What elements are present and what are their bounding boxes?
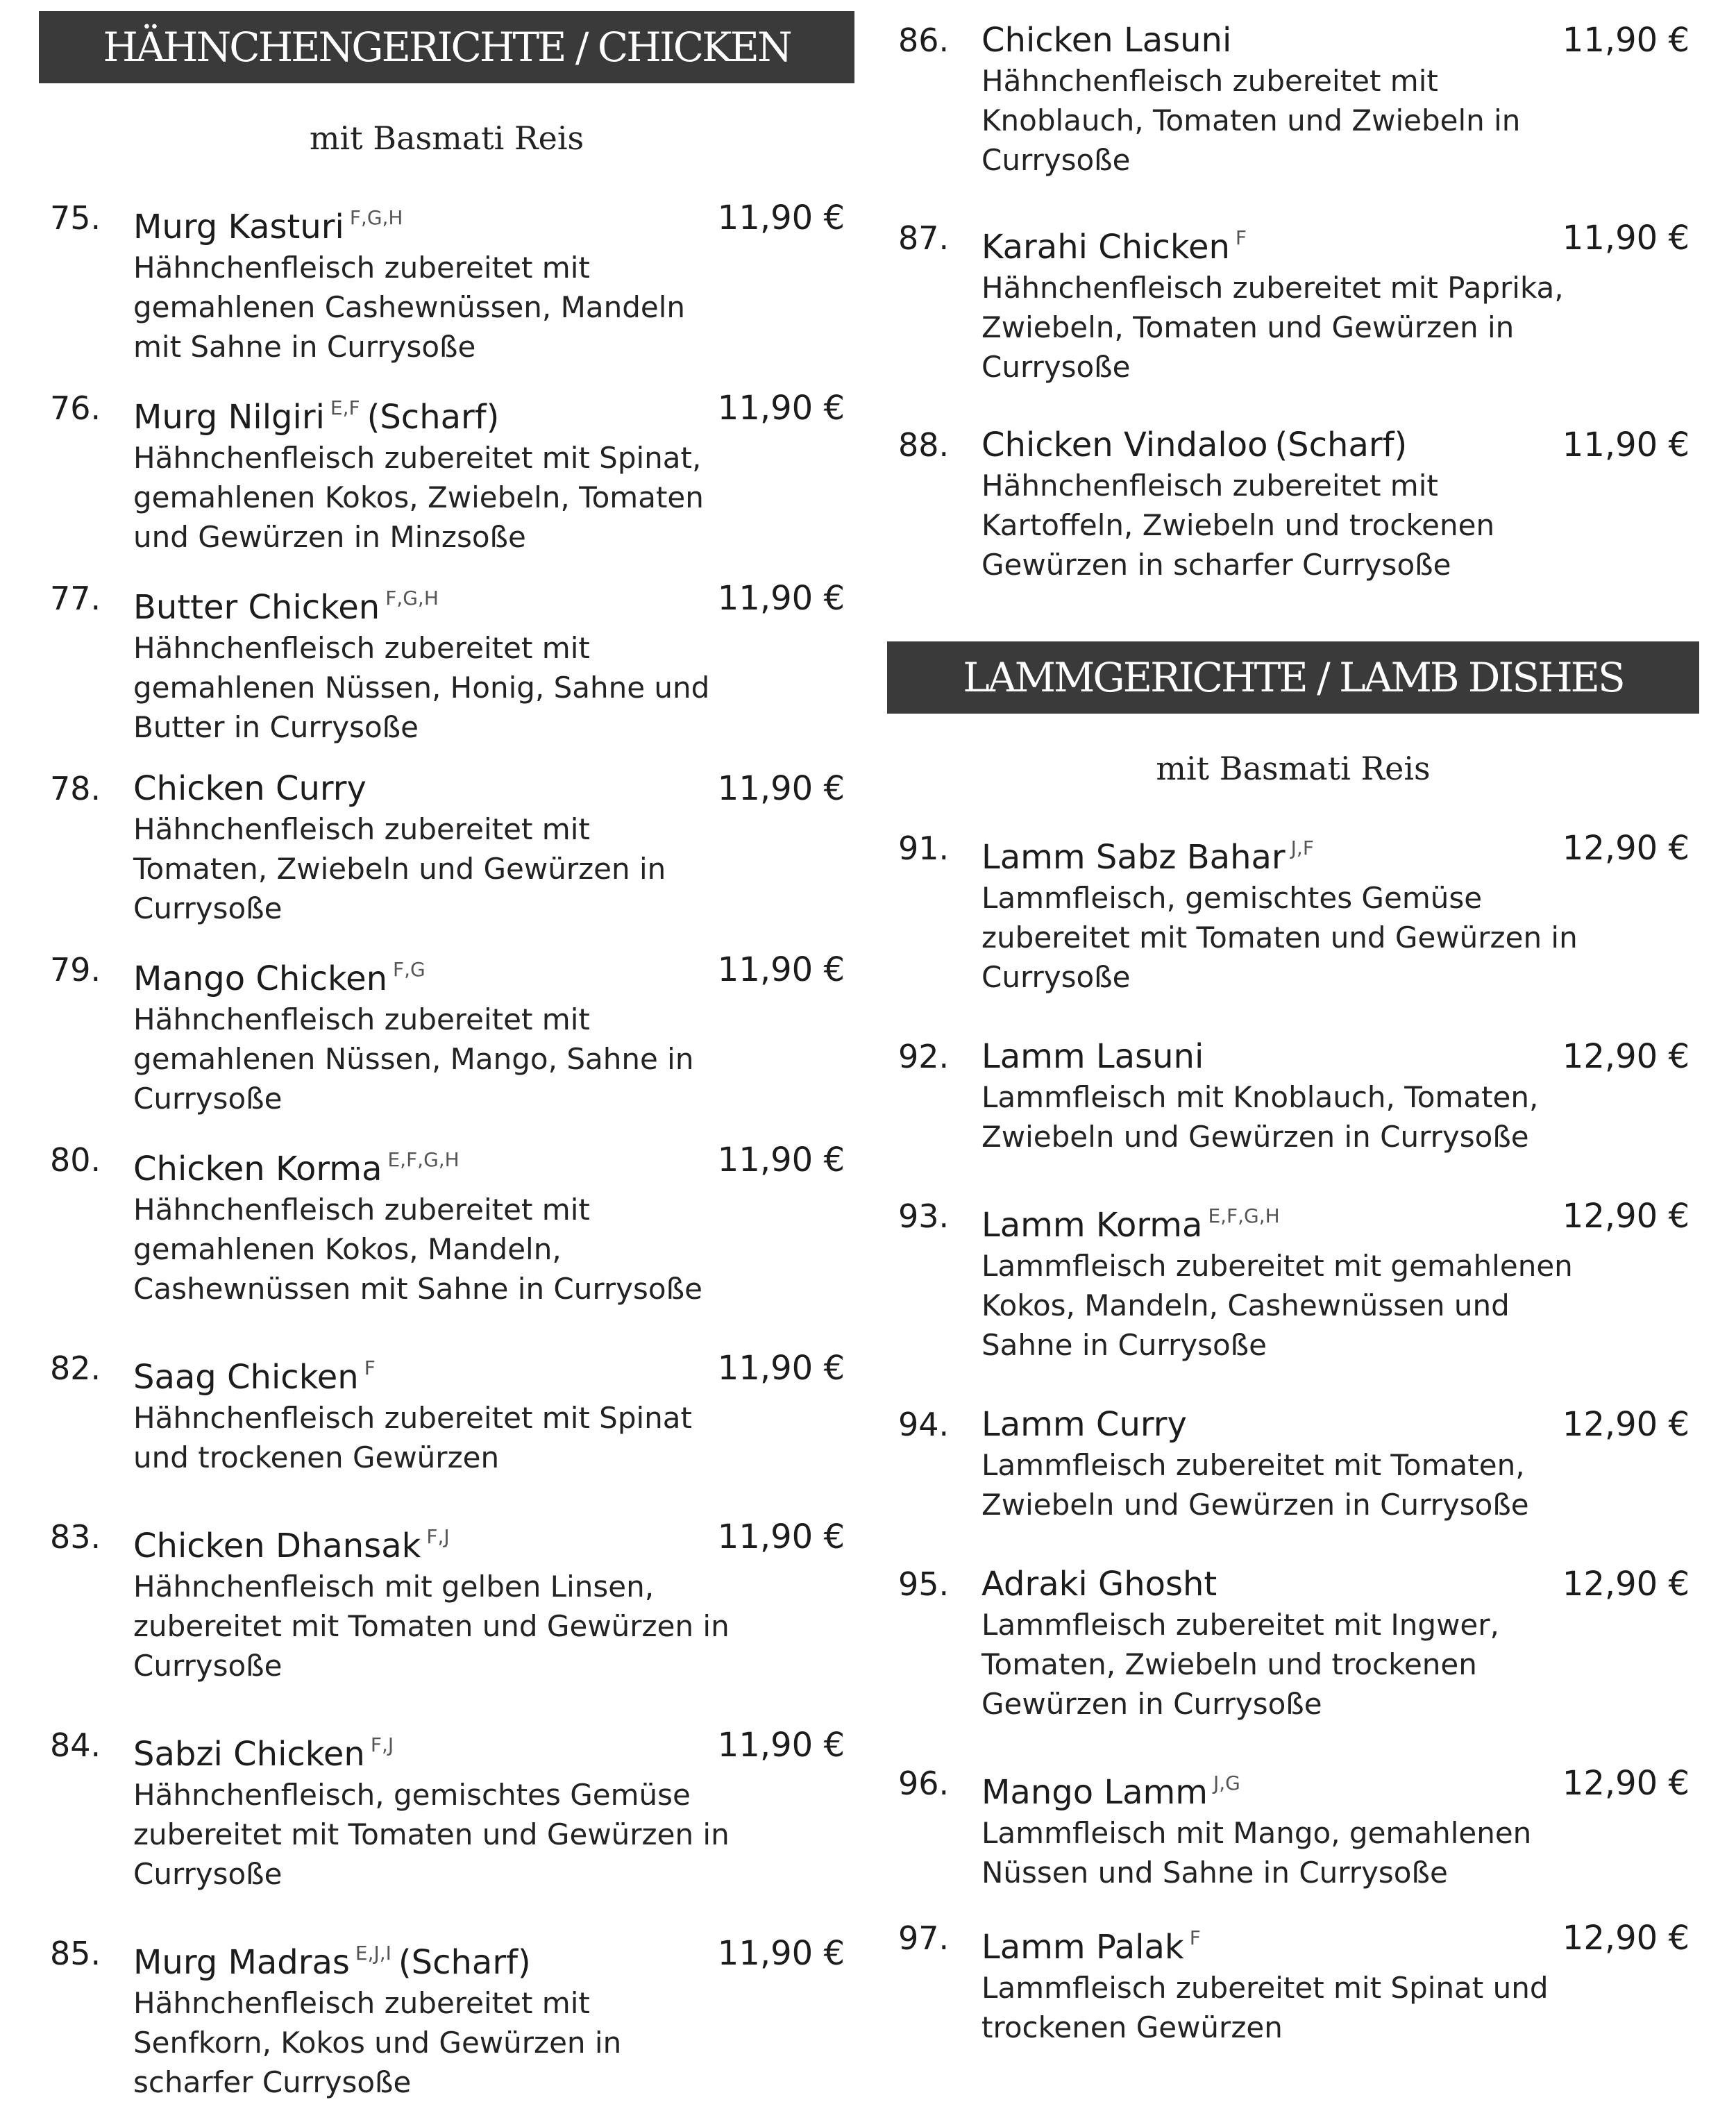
item-allergens: F (1189, 1926, 1201, 1949)
item-number: 77. (50, 580, 101, 617)
item-price: 11,90 € (717, 950, 845, 989)
item-spice-note: (Scharf) (366, 398, 500, 437)
item-number: 83. (50, 1518, 101, 1556)
menu-item (887, 1404, 1699, 1524)
item-description: Hähnchenfleisch zubereitet mit Spinat, gemahlenen Kokos, Zwiebeln, Tomaten und Gewürzen in Minzsoße (133, 441, 704, 554)
item-number: 76. (50, 389, 101, 427)
menu-item (39, 387, 854, 557)
item-description: Lammfleisch zubereitet mit gemahlenen Kokos, Mandeln, Cashewnüssen und Sahne in Currysoße (981, 1249, 1573, 1362)
item-allergens: J,F (1290, 836, 1314, 859)
item-number: 84. (50, 1726, 101, 1764)
menu-item (39, 1516, 854, 1685)
item-price: 11,90 € (717, 579, 845, 618)
item-name: Chicken Vindaloo (981, 426, 1268, 464)
item-price: 11,90 € (717, 1517, 845, 1556)
item-name: Adraki Ghosht (981, 1565, 1217, 1604)
item-number: 95. (898, 1565, 950, 1603)
item-number: 86. (898, 22, 950, 59)
item-price: 12,90 € (1562, 1405, 1689, 1444)
item-price: 12,90 € (1562, 1565, 1689, 1604)
item-number: 96. (898, 1765, 950, 1802)
item-description: Hähnchenfleisch zubereitet mit Knoblauch, Tomaten und Zwiebeln in Currysoße (981, 64, 1521, 177)
item-allergens: F,J (370, 1733, 394, 1756)
item-description: Lammfleisch zubereitet mit Tomaten, Zwiebeln und Gewürzen in Currysoße (981, 1448, 1529, 1522)
item-allergens: F (364, 1356, 376, 1379)
menu-item (39, 1347, 854, 1477)
menu-item (39, 197, 854, 367)
item-name: Chicken Lasuni (981, 21, 1232, 60)
item-description: Hähnchenfleisch zubereitet mit Tomaten, Zwiebeln und Gewürzen in Currysoße (133, 812, 666, 925)
item-number: 94. (898, 1406, 950, 1443)
item-number: 87. (898, 219, 950, 257)
item-number: 88. (898, 426, 950, 464)
item-description: Hähnchenfleisch zubereitet mit gemahlenen Kokos, Mandeln, Cashewnüssen mit Sahne in Currysoße (133, 1193, 702, 1306)
item-allergens: E,F,G,H (387, 1148, 460, 1171)
item-name: Murg Madras (133, 1943, 350, 1982)
menu-item (887, 1917, 1699, 2047)
menu-item (887, 1563, 1699, 1724)
item-name: Mango Lamm (981, 1773, 1208, 1812)
item-name: Karahi Chicken (981, 228, 1230, 267)
item-name: Chicken Dhansak (133, 1527, 421, 1565)
item-allergens: F,G,H (349, 206, 403, 229)
item-allergens: E,J,I (355, 1942, 391, 1965)
item-description: Lammfleisch zubereitet mit Spinat und trockenen Gewürzen (981, 1971, 1549, 2044)
item-number: 92. (898, 1038, 950, 1075)
item-name: Saag Chicken (133, 1358, 359, 1397)
item-description: Hähnchenfleisch mit gelben Linsen, zubereitet mit Tomaten und Gewürzen in Currysoße (133, 1570, 730, 1683)
item-number: 82. (50, 1350, 101, 1387)
item-name: Murg Kasturi (133, 208, 344, 246)
menu-item (887, 1763, 1699, 1892)
item-description: Lammfleisch zubereitet mit Ingwer, Tomaten, Zwiebeln und trockenen Gewürzen in Currysoße (981, 1608, 1499, 1721)
chicken-menu-list (39, 197, 854, 2102)
section-header-chicken: HÄHNCHENGERICHTE / CHICKEN (39, 11, 854, 83)
chicken-menu-list-continued (887, 0, 1699, 585)
item-description: Hähnchenfleisch zubereitet mit Senfkorn, Kokos und Gewürzen in scharfer Currysoße (133, 1986, 622, 2099)
item-price: 12,90 € (1562, 1919, 1689, 1958)
section-subtitle-lamb: mit Basmati Reis (1156, 750, 1431, 787)
item-allergens: F (1235, 226, 1247, 249)
item-number: 78. (50, 770, 101, 807)
item-allergens: F,G,H (385, 587, 439, 609)
menu-item (39, 1139, 854, 1309)
item-price: 12,90 € (1562, 1764, 1689, 1803)
item-price: 11,90 € (717, 389, 845, 428)
menu-item (39, 949, 854, 1118)
item-allergens: E,F,G,H (1208, 1204, 1280, 1227)
item-name: Chicken Curry (133, 769, 366, 808)
right-column (887, 0, 1699, 2047)
item-price: 12,90 € (1562, 1037, 1689, 1076)
item-price: 11,90 € (1562, 219, 1689, 258)
item-name: Lamm Korma (981, 1206, 1203, 1245)
item-spice-note: (Scharf) (1274, 426, 1408, 464)
item-description: Hähnchenfleisch, gemischtes Gemüse zubereitet mit Tomaten und Gewürzen in Currysoße (133, 1778, 730, 1891)
item-price: 11,90 € (717, 1934, 845, 1973)
item-allergens: J,G (1213, 1772, 1240, 1794)
item-number: 93. (898, 1197, 950, 1235)
item-name: Mango Chicken (133, 959, 388, 998)
item-name: Butter Chicken (133, 588, 380, 627)
item-price: 12,90 € (1562, 829, 1689, 868)
item-number: 97. (898, 1919, 950, 1957)
menu-item (887, 217, 1699, 387)
section-header-lamb: LAMMGERICHTE / LAMB DISHES (887, 641, 1699, 714)
item-description: Hähnchenfleisch zubereitet mit gemahlenen Nüssen, Mango, Sahne in Currysoße (133, 1002, 694, 1116)
menu-item (887, 424, 1699, 585)
item-price: 12,90 € (1562, 1197, 1689, 1236)
left-column (39, 0, 854, 2102)
item-price: 11,90 € (717, 1141, 845, 1179)
item-allergens: F,J (426, 1525, 450, 1548)
menu-item (887, 827, 1699, 997)
item-description: Hähnchenfleisch zubereitet mit Spinat und trockenen Gewürzen (133, 1401, 692, 1474)
item-name: Lamm Lasuni (981, 1037, 1204, 1076)
item-spice-note: (Scharf) (398, 1943, 531, 1982)
item-name: Chicken Korma (133, 1150, 382, 1188)
item-price: 11,90 € (717, 769, 845, 808)
item-price: 11,90 € (1562, 426, 1689, 464)
item-description: Hähnchenfleisch zubereitet mit Paprika, Zwiebeln, Tomaten und Gewürzen in Currysoße (981, 271, 1564, 384)
item-number: 91. (898, 830, 950, 867)
menu-item (887, 19, 1699, 180)
menu-item (887, 1195, 1699, 1365)
item-description: Hähnchenfleisch zubereitet mit gemahlenen Cashewnüssen, Mandeln mit Sahne in Currysoße (133, 251, 686, 364)
item-price: 11,90 € (717, 199, 845, 237)
menu-item (887, 1036, 1699, 1157)
item-name: Sabzi Chicken (133, 1735, 365, 1774)
item-description: Lammfleisch mit Mango, gemahlenen Nüssen und Sahne in Currysoße (981, 1816, 1532, 1890)
item-description: Lammfleisch mit Knoblauch, Tomaten, Zwiebeln und Gewürzen in Currysoße (981, 1080, 1539, 1154)
item-allergens: E,F (330, 396, 360, 419)
item-price: 11,90 € (717, 1349, 845, 1388)
item-number: 85. (50, 1935, 101, 1972)
menu-item (39, 578, 854, 747)
item-name: Lamm Curry (981, 1405, 1187, 1444)
item-price: 11,90 € (717, 1726, 845, 1765)
item-name: Murg Nilgiri (133, 398, 325, 437)
item-description: Hähnchenfleisch zubereitet mit Kartoffeln, Zwiebeln und trockenen Gewürzen in scharfer Currysoße (981, 469, 1495, 582)
item-name: Lamm Palak (981, 1928, 1184, 1967)
item-allergens: F,G (393, 958, 425, 981)
item-description: Hähnchenfleisch zubereitet mit gemahlenen Nüssen, Honig, Sahne und Butter in Currysoße (133, 631, 710, 744)
item-description: Lammfleisch, gemischtes Gemüse zubereitet mit Tomaten und Gewürzen in Currysoße (981, 881, 1578, 994)
item-number: 80. (50, 1141, 101, 1179)
menu-item (39, 1933, 854, 2102)
item-number: 79. (50, 951, 101, 989)
item-price: 11,90 € (1562, 21, 1689, 60)
menu-item (39, 768, 854, 928)
menu-item (39, 1724, 854, 1894)
section-subtitle-chicken: mit Basmati Reis (309, 119, 584, 157)
item-number: 75. (50, 199, 101, 237)
lamb-menu-list (887, 827, 1699, 2047)
item-name: Lamm Sabz Bahar (981, 838, 1286, 877)
